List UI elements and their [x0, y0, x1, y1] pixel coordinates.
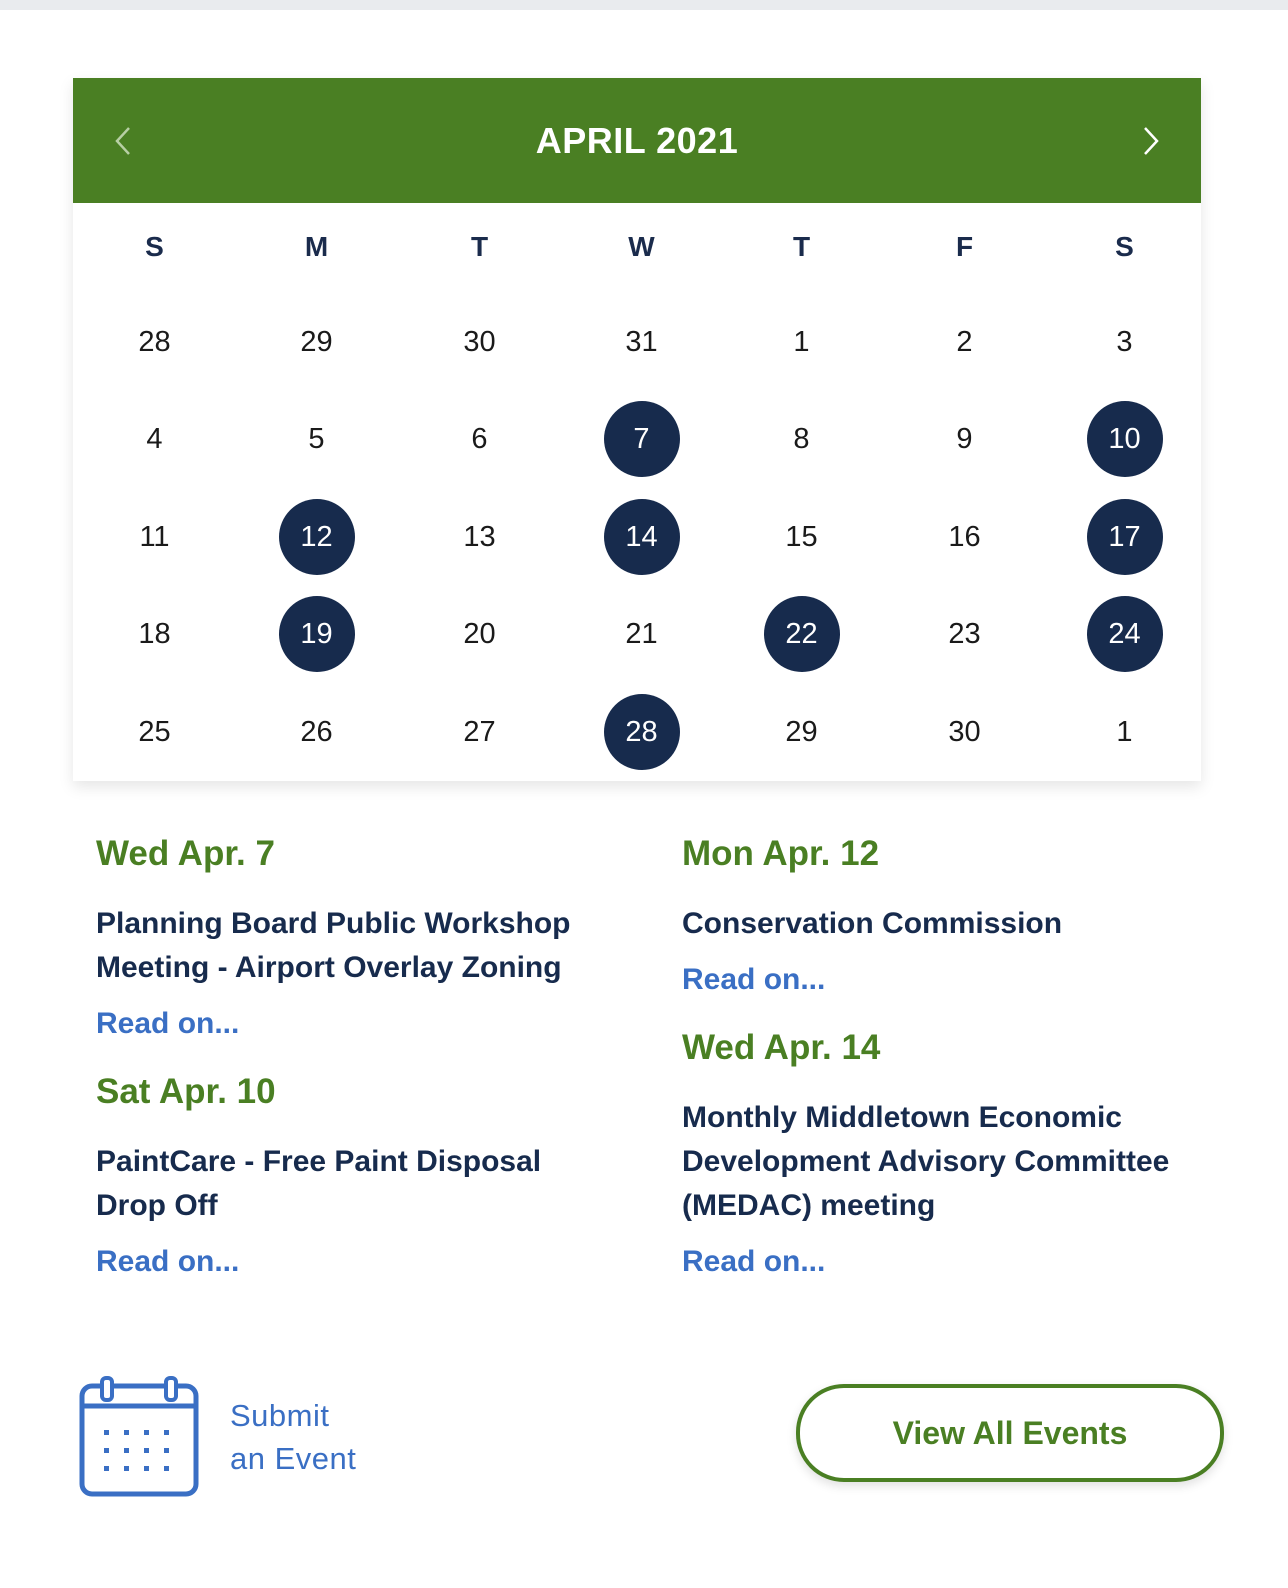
event-date: Wed Apr. 7 — [96, 834, 275, 873]
weekday-header: W — [628, 231, 655, 262]
day-number: 30 — [463, 326, 496, 358]
calendar-day — [74, 304, 235, 380]
calendar-day — [74, 694, 235, 770]
day-number: 3 — [1116, 326, 1133, 358]
day-number: 7 — [604, 401, 680, 477]
calendar-day-with-event[interactable] — [1044, 401, 1205, 477]
calendar-month-title: APRIL 2021 — [535, 120, 739, 161]
day-number: 29 — [785, 716, 818, 748]
day-number: 25 — [138, 716, 171, 748]
calendar-day — [399, 596, 560, 672]
calendar-day — [561, 596, 722, 672]
day-number: 23 — [948, 618, 981, 650]
event-item — [682, 1026, 1182, 1284]
calendar-day — [74, 401, 235, 477]
weekday-header: M — [304, 231, 329, 262]
calendar-day — [884, 499, 1045, 575]
calendar-day — [236, 694, 397, 770]
day-number: 16 — [948, 521, 981, 553]
event-date: Mon Apr. 12 — [682, 834, 880, 873]
day-number: 22 — [764, 596, 840, 672]
top-bar — [0, 0, 1288, 10]
events-column-right — [682, 820, 1182, 1308]
calendar-day-with-event[interactable] — [236, 499, 397, 575]
event-title[interactable]: Planning Board Public Workshop Meeting - Airport Overlay Zoning — [96, 907, 571, 984]
submit-line-2: an Event — [230, 1441, 357, 1476]
calendar-day-with-event[interactable] — [721, 596, 882, 672]
calendar-day — [236, 304, 397, 380]
event-title[interactable]: Monthly Middletown Economic Development Advisory Committee (MEDAC) meeting — [682, 1101, 1170, 1222]
chevron-right-icon — [1126, 116, 1176, 166]
event-calendar — [73, 78, 1201, 781]
day-number: 28 — [138, 326, 171, 358]
calendar-day — [561, 304, 722, 380]
weekday-header: S — [145, 231, 164, 262]
day-number: 19 — [279, 596, 355, 672]
day-number: 15 — [785, 521, 818, 553]
day-number: 1 — [1116, 716, 1133, 748]
read-on-link[interactable]: Read on... — [682, 963, 826, 996]
day-number: 1 — [793, 326, 810, 358]
calendar-day-with-event[interactable] — [561, 694, 722, 770]
calendar-day — [399, 694, 560, 770]
read-on-link[interactable]: Read on... — [96, 1245, 240, 1278]
event-date: Wed Apr. 14 — [682, 1028, 881, 1067]
calendar-day — [721, 499, 882, 575]
day-number: 30 — [948, 716, 981, 748]
event-title[interactable]: PaintCare - Free Paint Disposal Drop Off — [96, 1145, 542, 1222]
day-number: 29 — [300, 326, 333, 358]
previous-month-button[interactable] — [98, 116, 148, 166]
calendar-day — [884, 304, 1045, 380]
calendar-day — [236, 401, 397, 477]
day-number: 28 — [604, 694, 680, 770]
day-number: 9 — [956, 423, 973, 455]
calendar-day — [884, 694, 1045, 770]
day-number: 12 — [279, 499, 355, 575]
calendar-day — [1044, 304, 1205, 380]
event-date: Sat Apr. 10 — [96, 1072, 276, 1111]
submit-event-label[interactable] — [230, 1394, 400, 1480]
day-number: 4 — [146, 423, 163, 455]
read-on-link[interactable]: Read on... — [96, 1007, 240, 1040]
day-number: 5 — [308, 423, 325, 455]
calendar-day — [399, 499, 560, 575]
next-month-button[interactable] — [1126, 116, 1176, 166]
calendar-day — [1044, 694, 1205, 770]
calendar-day — [884, 596, 1045, 672]
calendar-day — [74, 596, 235, 672]
calendar-day — [399, 401, 560, 477]
calendar-header — [73, 78, 1201, 203]
calendar-day — [721, 304, 882, 380]
calendar-day-with-event[interactable] — [561, 499, 722, 575]
day-number: 11 — [139, 521, 170, 553]
day-number: 6 — [471, 423, 488, 455]
day-number: 31 — [625, 326, 658, 358]
calendar-day-with-event[interactable] — [236, 596, 397, 672]
weekday-header: T — [792, 231, 811, 262]
event-item — [682, 832, 1182, 1002]
day-number: 27 — [463, 716, 496, 748]
read-on-link[interactable]: Read on... — [682, 1245, 826, 1278]
day-number: 2 — [956, 326, 973, 358]
calendar-icon — [78, 1376, 200, 1500]
calendar-day — [721, 401, 882, 477]
calendar-day-with-event[interactable] — [1044, 596, 1205, 672]
weekday-header: F — [955, 231, 974, 262]
submit-line-1: Submit — [230, 1398, 330, 1433]
event-item — [96, 1070, 596, 1284]
day-number: 21 — [625, 618, 658, 650]
day-number: 20 — [463, 618, 496, 650]
day-number: 10 — [1087, 401, 1163, 477]
calendar-day — [74, 499, 235, 575]
events-column-left — [96, 820, 596, 1308]
day-number: 17 — [1087, 499, 1163, 575]
calendar-day-with-event[interactable] — [561, 401, 722, 477]
day-number: 8 — [793, 423, 810, 455]
calendar-day-with-event[interactable] — [1044, 499, 1205, 575]
submit-event-link[interactable] — [78, 1376, 398, 1500]
event-title[interactable]: Conservation Commission — [682, 907, 1063, 940]
weekday-header: S — [1115, 231, 1134, 262]
calendar-day — [721, 694, 882, 770]
calendar-day — [884, 401, 1045, 477]
event-item — [96, 832, 596, 1046]
weekday-header: T — [470, 231, 489, 262]
view-all-events-button[interactable]: View All Events — [796, 1384, 1224, 1482]
day-number: 14 — [604, 499, 680, 575]
calendar-day — [399, 304, 560, 380]
day-number: 18 — [138, 618, 171, 650]
day-number: 13 — [463, 521, 496, 553]
day-number: 26 — [300, 716, 333, 748]
day-number: 24 — [1087, 596, 1163, 672]
chevron-left-icon — [98, 116, 148, 166]
